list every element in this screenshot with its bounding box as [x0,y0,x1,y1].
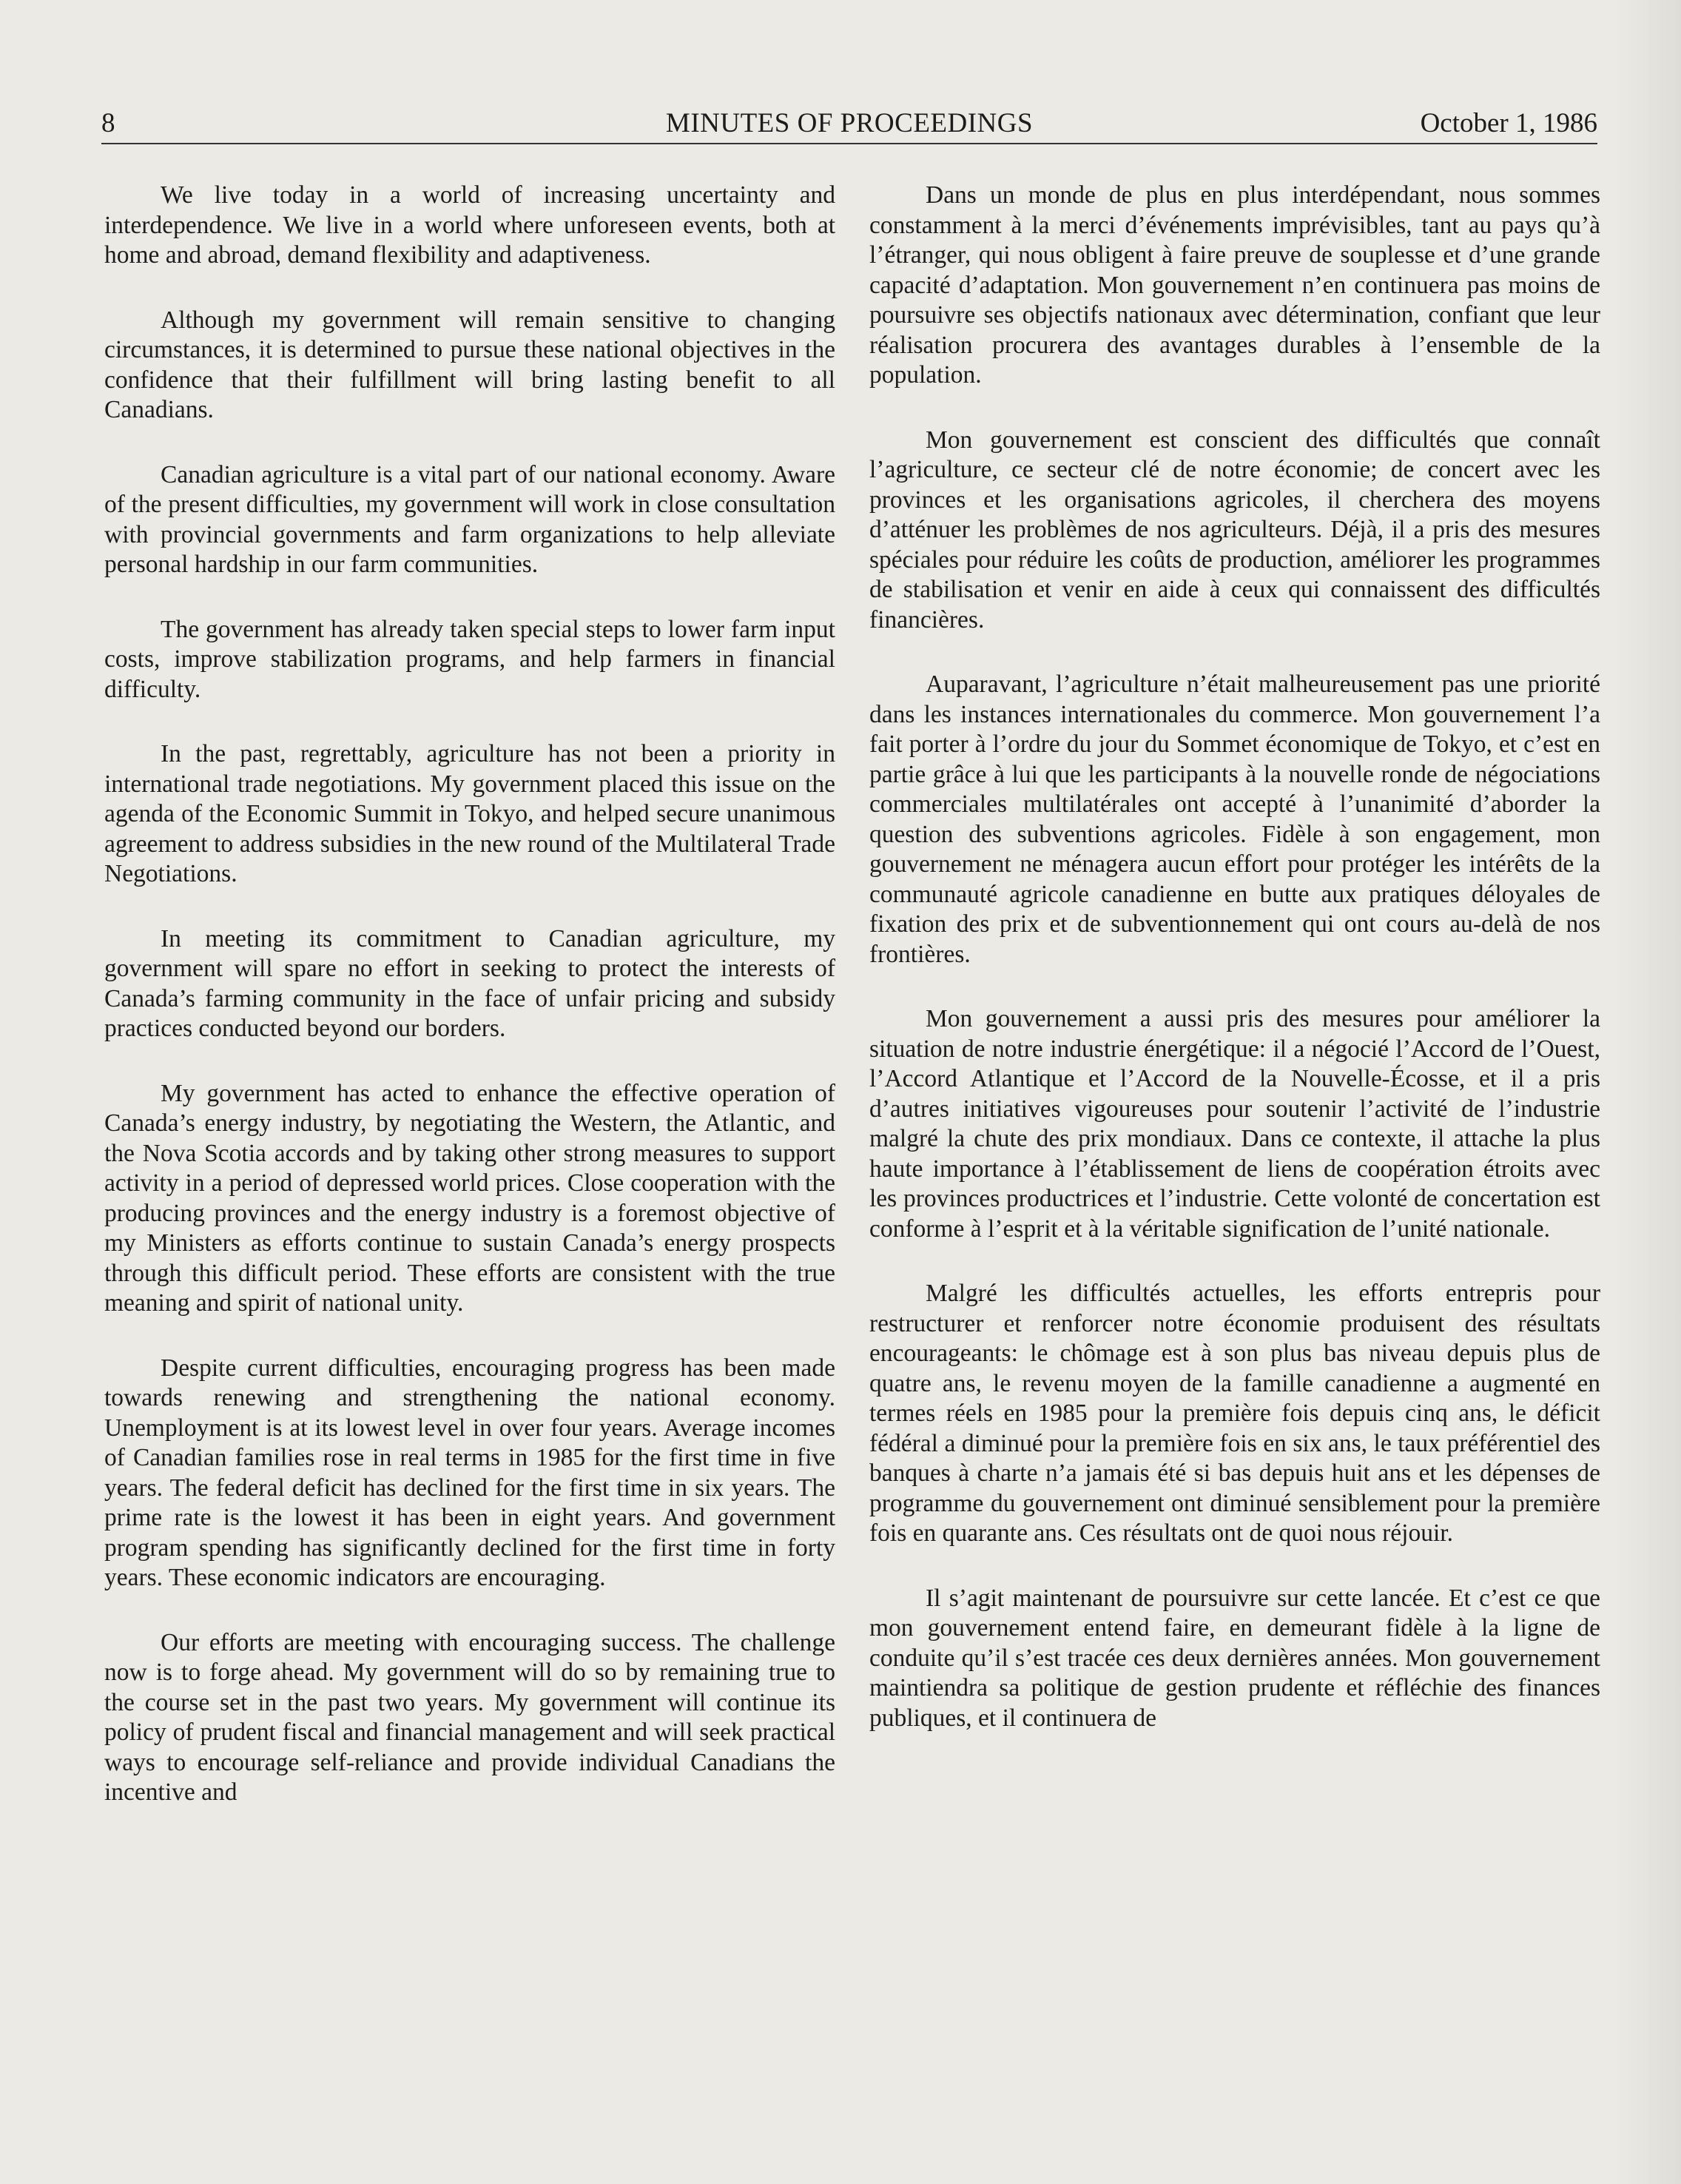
paragraph: Although my government will remain sensitive to changing circumstances, it is determined to pursue these national objectives in the confidence that their fulfillment will bring lasting benefit to all Canadians. [104,306,835,423]
paragraph: In the past, regrettably, agriculture has not been a priority in international trade negotiations. My government placed this issue on the agenda of the Economic Summit in Tokyo, and helped secure unanimous agreement to address subsidies in the new round of the Multilateral Trade Negotiations. [104,740,835,887]
paragraph: Canadian agriculture is a vital part of our national economy. Aware of the present difficulties, my government will work in close consultation with provincial governments and farm organizations to help alleviate personal hardship in our farm communities. [104,460,835,578]
paragraph: Il s’agit maintenant de poursuivre sur cette lancée. Et c’est ce que mon gouvernement entend faire, en demeurant fidèle à la ligne de conduite qu’il s’est tracée ces deux dernières années. Mon gouvernement maintiendra sa politique de gestion prudente et réfléchie des finances publiques, et il continuera de [869,1584,1600,1732]
paragraph: My government has acted to enhance the effective operation of Canada’s energy industry, by negotiating the Western, the Atlantic, and the Nova Scotia accords and by taking other strong measures to support activity in a period of depressed world prices. Close cooperation with the producing provinces and the energy industry is a foremost objective of my Ministers as efforts continue to sustain Canada’s energy prospects through this difficult period. These efforts are consistent with the true meaning and spirit of national unity. [104,1079,835,1317]
running-title: MINUTES OF PROCEEDINGS [665,108,1034,138]
english-column [104,181,835,2105]
paragraph: Mon gouvernement a aussi pris des mesures pour améliorer la situation de notre industrie énergétique: il a négocié l’Accord de l’Ouest, l’Accord Atlantique et l’Accord de la Nouvelle-Écosse, et il a pris d’autres initiatives vigoureuses pour soutenir l’activité de l’industrie malgré la chute des prix mondiaux. Dans ce contexte, il attache la plus haute importance à l’établissement de liens de coopération étroits avec les provinces productrices et l’industrie. Cette volonté de concertation est conforme à l’esprit et à la véritable signification de l’unité nationale. [869,1005,1600,1243]
paragraph: In meeting its commitment to Canadian agriculture, my government will spare no effort in seeking to protect the interests of Canada’s farming community in the face of unfair pricing and subsidy practices conducted beyond our borders. [104,924,835,1042]
page-number: 8 [101,108,115,138]
paragraph: Auparavant, l’agriculture n’était malheureusement pas une priorité dans les instances internationales du commerce. Mon gouvernement l’a fait porter à l’ordre du jour du Sommet économique de Tokyo, et c’est en partie grâce à lui que les participants à la nouvelle ronde de négociations commerciales multilatérales ont accepté à l’unanimité d’aborder la question des subventions agricoles. Fidèle à son engagement, mon gouvernement ne ménagera aucun effort pour protéger les intérêts de la communauté agricole canadienne en butte aux pratiques déloyales de fixation des prix et de subventionnement qui ont cours au-delà de nos frontières. [869,671,1600,968]
paragraph: The government has already taken special steps to lower farm input costs, improve stabilization programs, and help farmers in financial difficulty. [104,615,835,703]
french-column [869,181,1600,2105]
paragraph: We live today in a world of increasing uncertainty and interdependence. We live in a world where unforeseen events, both at home and abroad, demand flexibility and adaptiveness. [104,181,835,269]
page-header [101,105,1597,142]
page-edge-shadow [1614,0,1681,2184]
header-date: October 1, 1986 [1420,108,1597,138]
header-rule [101,143,1597,144]
paragraph: Dans un monde de plus en plus interdépendant, nous sommes constamment à la merci d’événements imprévisibles, tant au pays qu’à l’étranger, qui nous obligent à faire preuve de souplesse et d’une grande capacité d’adaptation. Mon gouvernement n’en continuera pas moins de poursuivre ses objectifs nationaux avec détermination, confiant que leur réalisation procurera des avantages durables à l’ensemble de la population. [869,181,1600,389]
paragraph: Our efforts are meeting with encouraging success. The challenge now is to forge ahead. My government will do so by remaining true to the course set in the past two years. My government will continue its policy of prudent fiscal and financial management and will seek practical ways to encourage self-reliance and provide individual Canadians the incentive and [104,1628,835,1806]
paragraph: Despite current difficulties, encouraging progress has been made towards renewing and strengthening the national economy. Unemployment is at its lowest level in over four years. Average incomes of Canadian families rose in real terms in 1985 for the first time in five years. The federal deficit has declined for the first time in six years. The prime rate is the lowest it has been in eight years. And government program spending has significantly declined for the first time in forty years. These economic indicators are encouraging. [104,1354,835,1591]
paragraph: Malgré les difficultés actuelles, les efforts entrepris pour restructurer et renforcer notre économie produisent des résultats encourageants: le chômage est à son plus bas niveau depuis plus de quatre ans, le revenu moyen de la famille canadienne a augmenté en termes réels en 1985 pour la première fois depuis cinq ans, le déficit fédéral a diminué pour la première fois en six ans, le taux préférentiel des banques à charte n’a jamais été si bas depuis huit ans et les dépenses de programme du gouvernement ont diminué sensiblement pour la première fois en quarante ans. Ces résultats ont de quoi nous réjouir. [869,1280,1600,1547]
paragraph: Mon gouvernement est conscient des difficultés que connaît l’agriculture, ce secteur clé de notre économie; de concert avec les provinces et les organisations agricoles, il cherchera des moyens d’atténuer les problèmes de nos agriculteurs. Déjà, il a pris des mesures spéciales pour réduire les coûts de production, améliorer les programmes de stabilisation et venir en aide à ceux qui connaissent des difficultés financières. [869,426,1600,634]
